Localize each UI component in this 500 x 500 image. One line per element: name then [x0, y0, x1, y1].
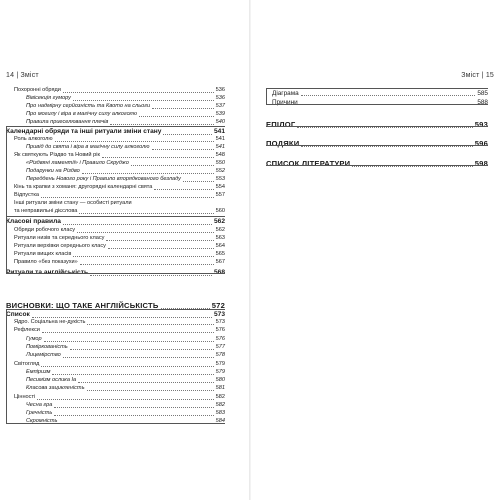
toc-entry-page-number: 582	[215, 394, 225, 400]
toc-dot-leader	[139, 116, 214, 117]
toc-entry-title: Чесна гра	[26, 402, 53, 408]
section-rule-4	[6, 309, 225, 310]
left-toc-entry	[26, 370, 225, 376]
toc-entry-page-number: 563	[215, 235, 225, 241]
toc-entry-title: Ритуали верхівки середнього класу	[14, 243, 106, 249]
toc-entry-page-number: 568	[213, 269, 225, 276]
left-toc-entry	[14, 362, 225, 368]
toc-entry-page-number: 582	[215, 402, 225, 408]
toc-entry-page-number: 588	[477, 99, 488, 106]
toc-entry-title: Як святкують Різдво та Новий рік	[14, 152, 100, 158]
left-toc-entry	[14, 193, 225, 199]
section-vrule-2	[6, 309, 7, 423]
toc-entry-title: ВИСНОВКИ: ЩО ТАКЕ АНГЛІЙСЬКІСТЬ	[6, 301, 159, 310]
left-toc-entry	[14, 252, 225, 258]
left-toc-entry	[26, 337, 225, 343]
toc-dot-leader	[54, 407, 213, 408]
left-toc-entry	[14, 185, 225, 191]
left-toc-entry	[14, 320, 225, 326]
toc-entry-title: Песимізм ослика Іа	[26, 377, 77, 383]
section-rule-1	[6, 126, 225, 127]
left-toc-entry	[14, 260, 225, 266]
toc-entry-title: Гумор	[26, 336, 42, 342]
toc-entry-title: Цінності	[14, 394, 36, 400]
toc-dot-leader	[63, 357, 214, 358]
left-toc-entry	[14, 209, 225, 215]
right-toc-entry	[272, 91, 488, 97]
left-toc-entry	[6, 312, 225, 319]
left-toc-entry	[6, 129, 225, 136]
section-rule-r3	[266, 126, 488, 127]
toc-entry-title: Правила приеселювання плечів	[26, 119, 109, 125]
toc-dot-leader	[108, 248, 214, 249]
toc-entry-title: Привід до свята і віра в магічну силу алкоголю	[26, 144, 150, 150]
toc-dot-leader	[79, 213, 213, 214]
toc-entry-page-number: 581	[215, 385, 225, 391]
section-vrule-r1	[266, 88, 267, 104]
toc-dot-leader	[78, 382, 213, 383]
toc-dot-leader	[152, 149, 214, 150]
section-rule-3	[6, 273, 225, 274]
right-running-head: Зміст | 15	[461, 72, 494, 79]
toc-dot-leader	[183, 181, 214, 182]
left-toc-entry	[26, 112, 225, 118]
toc-entry-title: Список	[6, 311, 30, 318]
toc-dot-leader	[163, 134, 212, 135]
left-toc-entry	[26, 378, 225, 384]
toc-entry-title: Календарні обряди та інші ритуали зміни стану	[6, 128, 162, 135]
toc-entry-page-number: 537	[215, 103, 225, 109]
right-toc-entry	[266, 160, 488, 168]
toc-entry-title: Подарунки на Різдво	[26, 168, 80, 174]
toc-entry-title: Скромність	[26, 418, 58, 424]
left-toc-entry	[26, 104, 225, 110]
left-toc-entry	[26, 345, 225, 351]
toc-entry-page-number: 536	[215, 87, 225, 93]
toc-entry-title: Про надмірну серйозність та Квото на сльоги	[26, 103, 151, 109]
toc-entry-title: Класова зацикленість	[26, 385, 85, 391]
toc-entry-page-number: 576	[215, 336, 225, 342]
toc-dot-leader	[44, 341, 214, 342]
left-toc-entry	[14, 244, 225, 250]
left-toc-entry	[14, 153, 225, 159]
left-toc-entry	[14, 236, 225, 242]
left-toc-entry	[26, 161, 225, 167]
toc-dot-leader	[32, 317, 212, 318]
toc-entry-page-number: 579	[215, 369, 225, 375]
toc-entry-page-number: 541	[213, 128, 225, 135]
left-toc-entry	[26, 120, 225, 126]
toc-entry-title: СПИСОК ЛІТЕРАТУРИ	[266, 159, 351, 168]
toc-dot-leader	[82, 173, 214, 174]
left-toc-entry	[26, 403, 225, 409]
toc-dot-leader	[301, 95, 476, 96]
toc-entry-title: ЕПІЛОГ	[266, 120, 296, 129]
toc-entry-title: Емпіризм	[26, 369, 51, 375]
right-toc-entry	[266, 121, 488, 129]
toc-entry-page-number: 565	[215, 251, 225, 257]
toc-entry-page-number: 573	[213, 311, 225, 318]
toc-dot-leader	[42, 332, 214, 333]
toc-entry-page-number: 578	[215, 352, 225, 358]
left-toc-entry	[26, 386, 225, 392]
toc-dot-leader	[63, 92, 214, 93]
toc-entry-title: Ритуали та англійськість	[6, 269, 89, 276]
toc-entry-page-number: 536	[215, 95, 225, 101]
toc-entry-page-number: 562	[213, 218, 225, 225]
toc-entry-title: Похоронні обряди	[14, 87, 61, 93]
toc-entry-page-number: 564	[215, 243, 225, 249]
toc-entry-page-number: 596	[474, 139, 488, 148]
left-toc-entry	[26, 177, 225, 183]
toc-entry-title: «Різдвяні ламентії» і Правило Скруджо	[26, 160, 129, 166]
section-rule-r1	[266, 88, 488, 89]
left-toc-entry	[14, 88, 225, 94]
left-toc-entry	[26, 145, 225, 151]
toc-entry-title: Причини	[272, 99, 298, 106]
left-toc-entry	[26, 353, 225, 359]
toc-entry-page-number: 553	[215, 176, 225, 182]
toc-entry-page-number: 554	[215, 184, 225, 190]
toc-entry-title: Про могилу і віра в магічну силу алкоголю	[26, 111, 137, 117]
toc-entry-title: Інші ритуали зміни стану — особисті ритуали	[14, 200, 132, 206]
section-rule-2	[6, 216, 225, 217]
toc-entry-title: Ядро. Соціальна не-дукість	[14, 319, 86, 325]
toc-dot-leader	[55, 141, 214, 142]
toc-dot-leader	[154, 189, 213, 190]
toc-entry-page-number: 540	[215, 119, 225, 125]
toc-entry-page-number: 593	[474, 120, 488, 129]
left-toc-entry	[14, 395, 225, 401]
toc-entry-page-number: 580	[215, 377, 225, 383]
toc-entry-title: Вівісекція гумору	[26, 95, 71, 101]
toc-dot-leader	[37, 399, 213, 400]
section-rule-r4	[266, 145, 488, 146]
left-toc-entry	[26, 96, 225, 102]
toc-dot-leader	[54, 415, 213, 416]
toc-dot-leader	[73, 256, 213, 257]
left-toc-entry	[14, 137, 225, 143]
toc-dot-leader	[90, 275, 212, 276]
toc-entry-page-number: 541	[215, 144, 225, 150]
toc-entry-page-number: 552	[215, 168, 225, 174]
section-rule-r2	[266, 104, 488, 105]
toc-entry-page-number: 572	[211, 301, 225, 310]
toc-dot-leader	[41, 197, 214, 198]
toc-entry-title: Ритуали низів та середнього класу	[14, 235, 105, 241]
toc-dot-leader	[102, 157, 214, 158]
left-toc-entry	[6, 219, 225, 226]
toc-dot-leader	[52, 374, 213, 375]
section-rule-r5	[266, 165, 488, 166]
toc-entry-page-number: 539	[215, 111, 225, 117]
toc-dot-leader	[87, 390, 214, 391]
toc-entry-title: Відпустка	[14, 192, 40, 198]
toc-entry-page-number: 579	[215, 361, 225, 367]
toc-dot-leader	[87, 324, 213, 325]
toc-entry-page-number: 584	[215, 418, 225, 424]
left-toc-entry	[14, 328, 225, 334]
right-toc-entry	[266, 140, 488, 148]
toc-entry-title: Кінь та крапки з хоманя: другорядні календарні свята	[14, 184, 153, 190]
toc-entry-page-number: 577	[215, 344, 225, 350]
toc-entry-page-number: 541	[215, 136, 225, 142]
toc-entry-page-number: 583	[215, 410, 225, 416]
toc-entry-title: Гречність	[26, 410, 53, 416]
toc-entry-title: Роль алкоголю	[14, 136, 53, 142]
toc-dot-leader	[110, 124, 213, 125]
toc-entry-title: ПОДЯКИ	[266, 139, 300, 148]
toc-entry-page-number: 562	[215, 227, 225, 233]
toc-dot-leader	[73, 100, 214, 101]
toc-dot-leader	[131, 165, 214, 166]
toc-dot-leader	[106, 240, 213, 241]
toc-entry-page-number: 573	[215, 319, 225, 325]
toc-dot-leader	[41, 366, 213, 367]
left-toc-entry	[26, 169, 225, 175]
toc-entry-title: Обряди робочого класу	[14, 227, 76, 233]
right-page	[250, 0, 500, 500]
toc-entry-title: Світогляд	[14, 361, 40, 367]
toc-entry-page-number: 598	[474, 159, 488, 168]
section-vrule-1	[6, 126, 7, 273]
toc-entry-title: Рефлекси	[14, 327, 40, 333]
toc-entry-page-number: 550	[215, 160, 225, 166]
toc-dot-leader	[77, 232, 214, 233]
toc-entry-title: Правило «без показухи»	[14, 259, 78, 265]
toc-dot-leader	[63, 224, 212, 225]
toc-entry-page-number: 576	[215, 327, 225, 333]
toc-entry-page-number: 560	[215, 208, 225, 214]
toc-entry-title: Ритуали вищих класів	[14, 251, 72, 257]
toc-entry-title: Лицемірство	[26, 352, 61, 358]
toc-entry-title: Поміркованість	[26, 344, 68, 350]
toc-dot-leader	[70, 349, 214, 350]
left-toc-entry	[14, 201, 225, 207]
left-toc-entry	[26, 411, 225, 417]
toc-entry-page-number: 585	[477, 90, 488, 97]
toc-entry-title: Класові правила	[6, 218, 61, 225]
toc-entry-title: Діаграма	[272, 90, 299, 97]
left-toc-entry	[14, 228, 225, 234]
toc-entry-page-number: 567	[215, 259, 225, 265]
toc-dot-leader	[152, 108, 214, 109]
toc-entry-page-number: 548	[215, 152, 225, 158]
toc-entry-title: та неправильні дієслова	[14, 208, 78, 214]
section-rule-5	[6, 423, 225, 424]
toc-entry-title: Переддень Нового року і Правило впорядкованого безладу	[26, 176, 181, 182]
toc-entry-page-number: 557	[215, 192, 225, 198]
left-running-head: 14 | Зміст	[6, 72, 39, 79]
toc-dot-leader	[80, 264, 214, 265]
